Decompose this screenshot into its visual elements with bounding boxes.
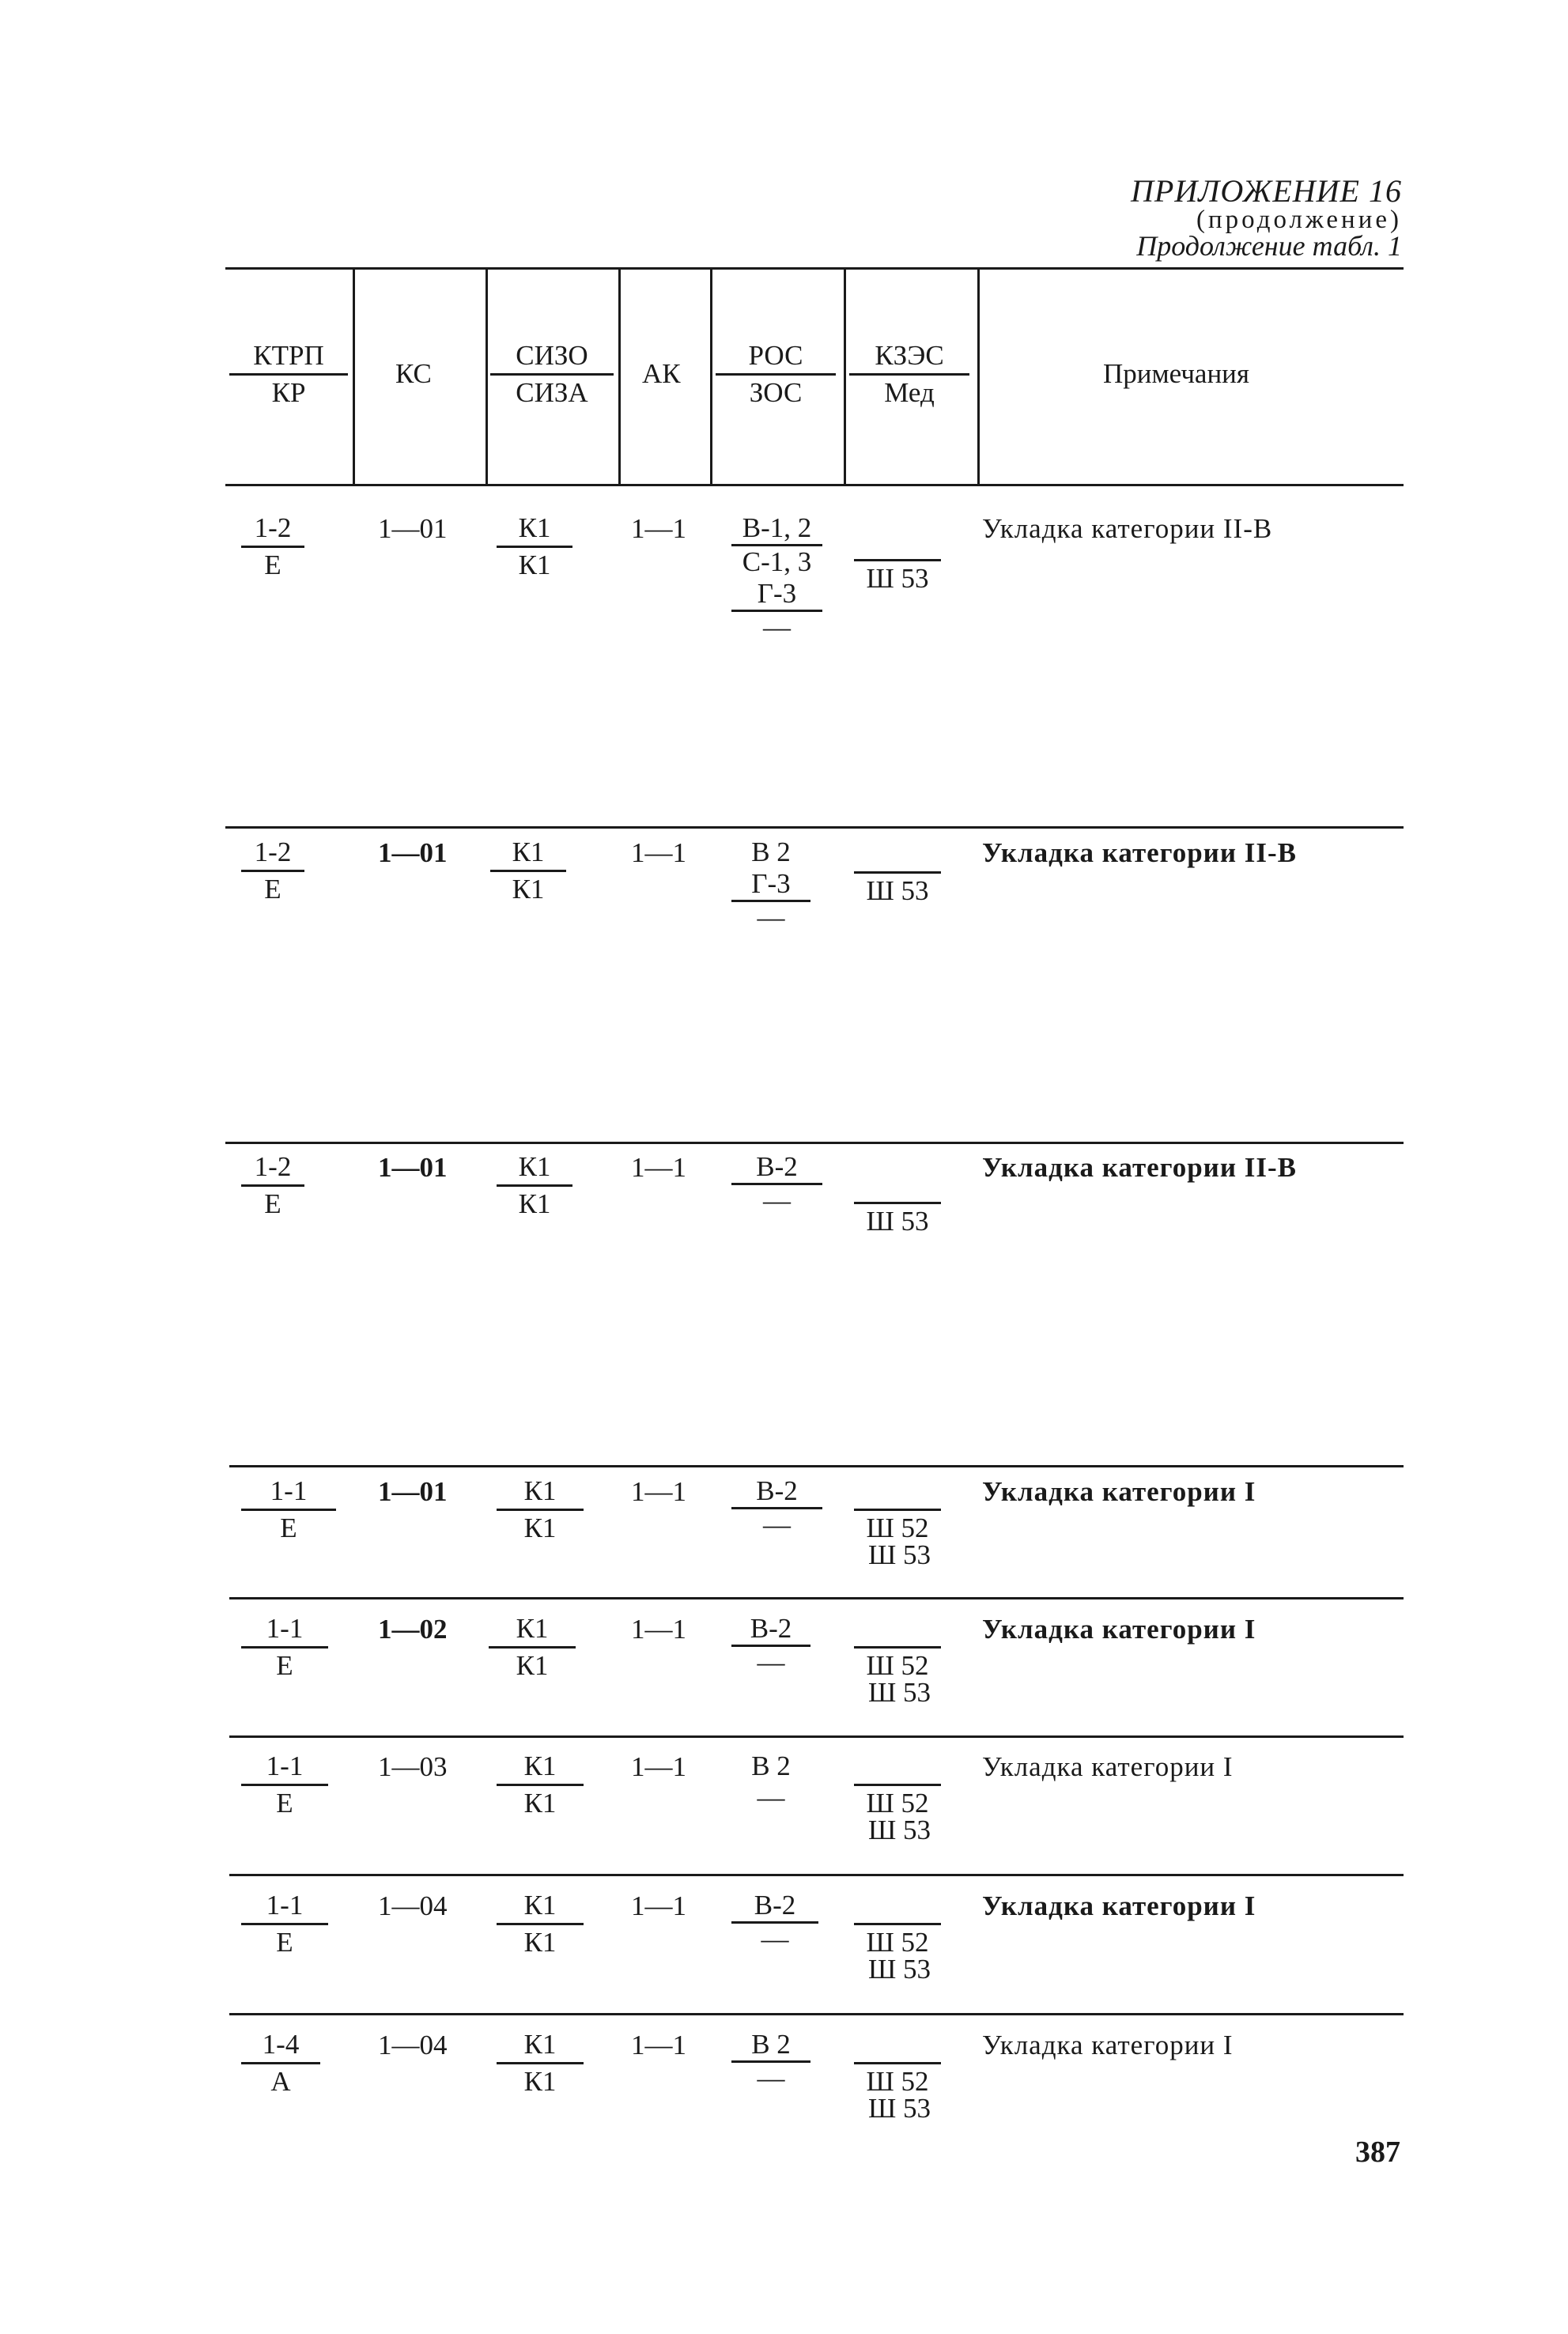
column-divider [618, 269, 621, 484]
table-header-bottom-border [225, 484, 1404, 486]
sizo-cell: К1 К1 [497, 1151, 572, 1220]
ktrp-cell: 1-1 Е [241, 1613, 328, 1682]
kzes-cell: Ш 52 [854, 1750, 941, 1819]
row-note: Укладка категории I [982, 2030, 1234, 2060]
table-top-border [225, 267, 1404, 270]
row-note: Укладка категории II-В [982, 513, 1273, 544]
row-separator [229, 1735, 1404, 1738]
row-separator [229, 1874, 1404, 1876]
col-header-ros: РОС ЗОС [716, 340, 836, 409]
ros-cell: В-2 — [731, 1151, 822, 1217]
ks-cell: 1—04 [378, 2030, 448, 2060]
appendix-title: ПРИЛОЖЕНИЕ 16 [1131, 173, 1402, 209]
row-note: Укладка категории I [982, 1614, 1256, 1645]
sizo-cell: К1 К1 [497, 1750, 584, 1819]
ks-cell: 1—04 [378, 1890, 448, 1921]
ros-cell: В-2 — [731, 1613, 810, 1679]
ros-cell: В 2 Г-3 — [731, 837, 810, 934]
kzes-cell: Ш 52 [854, 1613, 941, 1682]
column-divider [977, 269, 980, 484]
col-header-ktrp: КТРП КР [229, 340, 348, 409]
sizo-cell: К1 К1 [497, 2029, 584, 2098]
column-divider [844, 269, 846, 484]
kzes-cell: Ш 52 [854, 2029, 941, 2098]
ks-cell: 1—02 [378, 1614, 448, 1645]
appendix-subtitle: (продолжение) [1196, 206, 1402, 234]
col-header-sizo: СИЗО СИЗА [490, 340, 614, 409]
row-separator [229, 2013, 1404, 2015]
ros-cell: В 2 — [751, 1750, 791, 1813]
kzes-cell: Ш 53 [854, 1169, 941, 1237]
ks-cell: 1—01 [378, 513, 448, 544]
row-note: Укладка категории I [982, 1751, 1234, 1782]
column-divider [353, 269, 355, 484]
row-note: Укладка категории II-В [982, 837, 1297, 868]
ros-cell: В-1, 2 С-1, 3 Г-3 — [731, 512, 822, 644]
sizo-cell: К1 К1 [490, 837, 566, 905]
kzes-extra: Ш 53 [868, 1677, 931, 1708]
ks-cell: 1—01 [378, 1476, 448, 1507]
sizo-cell: К1 К1 [497, 1475, 584, 1544]
kzes-cell: Ш 53 [854, 838, 941, 907]
col-header-ak: АК [642, 358, 681, 389]
ros-cell: В-2 — [731, 1890, 818, 1955]
col-header-notes: Примечания [1103, 358, 1250, 389]
ktrp-cell: 1-1 Е [241, 1750, 328, 1819]
ktrp-cell: 1-2 Е [241, 1151, 304, 1220]
ak-cell: 1—1 [631, 513, 686, 544]
col-header-ks: КС [395, 358, 432, 389]
ktrp-cell: 1-2 Е [241, 512, 304, 581]
ks-cell: 1—03 [378, 1751, 448, 1782]
column-divider [710, 269, 712, 484]
row-note: Укладка категории I [982, 1890, 1256, 1921]
ak-cell: 1—1 [631, 837, 686, 868]
row-separator [229, 1465, 1404, 1467]
row-separator [225, 826, 1404, 829]
kzes-cell: Ш 53 [854, 526, 941, 595]
column-divider [486, 269, 488, 484]
kzes-extra: Ш 53 [868, 1954, 931, 1985]
table-continuation-label: Продолжение табл. 1 [1136, 230, 1402, 262]
row-separator [225, 1142, 1404, 1144]
ak-cell: 1—1 [631, 1476, 686, 1507]
ak-cell: 1—1 [631, 2030, 686, 2060]
ktrp-cell: 1-1 Е [241, 1475, 336, 1544]
kzes-cell: Ш 52 [854, 1890, 941, 1958]
ktrp-cell: 1-2 Е [241, 837, 304, 905]
ros-cell: В-2 — [731, 1475, 822, 1541]
sizo-cell: К1 К1 [489, 1613, 576, 1682]
sizo-cell: К1 К1 [497, 512, 572, 581]
ak-cell: 1—1 [631, 1152, 686, 1183]
kzes-extra: Ш 53 [868, 1815, 931, 1845]
ak-cell: 1—1 [631, 1751, 686, 1782]
kzes-cell: Ш 52 [854, 1475, 941, 1544]
kzes-extra: Ш 53 [868, 1539, 931, 1570]
ks-cell: 1—01 [378, 1152, 448, 1183]
col-header-kzes: КЗЭС Мед [849, 340, 969, 409]
row-note: Укладка категории I [982, 1476, 1256, 1507]
sizo-cell: К1 К1 [497, 1890, 584, 1958]
kzes-extra: Ш 53 [868, 2093, 931, 2124]
ak-cell: 1—1 [631, 1890, 686, 1921]
ktrp-cell: 1-1 Е [241, 1890, 328, 1958]
ros-cell: В 2 — [731, 2029, 810, 2094]
ks-cell: 1—01 [378, 837, 448, 868]
row-separator [229, 1597, 1404, 1599]
row-note: Укладка категории II-В [982, 1152, 1297, 1183]
page-number: 387 [1355, 2136, 1400, 2169]
ktrp-cell: 1-4 А [241, 2029, 320, 2098]
ak-cell: 1—1 [631, 1614, 686, 1645]
